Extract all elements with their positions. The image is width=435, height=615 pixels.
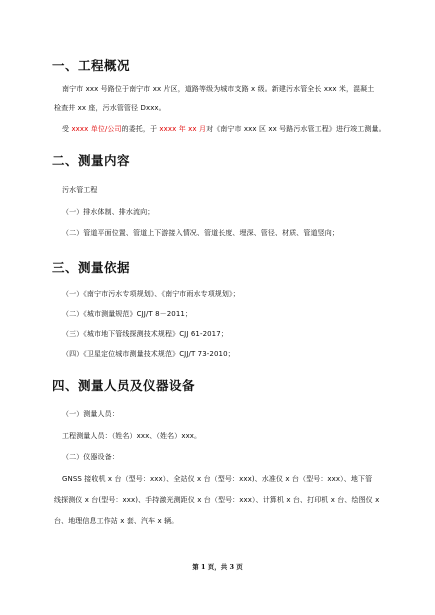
equipment-line-3: 台、地理信息工作站 x 套、汽车 x 辆。 [54,517,179,525]
commission-entity: xxxx 单位/公司 [71,125,122,133]
overview-line-2: 检查井 xx 座，污水管管径 Dxxx。 [54,104,166,112]
survey-basis-line-1: （一）《南宁市污水专项规划》、《南宁市雨水专项规划》； [62,290,240,298]
survey-basis-line-2: （二）《城市测量规范》CJJ/T 8－2011； [62,310,193,318]
commission-suffix: 对《南宁市 xxx 区 xx 号路污水管工程》进行竣工测量。 [206,125,386,133]
equipment-heading: （二）仪器设备： [62,453,119,461]
equipment-line-2: 线探测仪 x 台(型号：xxx)、手持激光测距仪 x 台（型号：xxx）、计算机 x 台、打印机 x 台、绘图仪 x [54,496,380,504]
section-title-survey-basis: 三、测量依据 [52,260,131,275]
section-title-survey-content: 二、测量内容 [52,153,131,168]
commission-date: xxxx 年 xx 月 [159,125,207,133]
commission-prefix: 受 [62,125,72,133]
survey-basis-line-3: （三）《城市地下管线探测技术规程》CJJ 61-2017； [62,330,228,338]
survey-content-line-1: 污水管工程 [62,186,98,194]
commission-line [62,124,386,134]
page-footer: 第 1 页，共 3 页 [192,563,243,571]
personnel-heading: （一）测量人员： [62,410,119,418]
section-title-overview: 一、工程概况 [52,58,131,73]
equipment-line-1: GNSS 接收机 x 台（型号：xxx）、全站仪 x 台（型号：xxx)、水准仪 x 台（型号：xxx）、地下管 [62,475,373,483]
commission-middle: 的委托，于 [121,125,160,133]
survey-content-line-2: （一）排水体制、排水流向； [62,208,155,216]
personnel-names: 工程测量人员：（姓名）xxx、（姓名）xxx。 [62,432,202,440]
overview-line-1: 南宁市 xxx 号路位于南宁市 xx 片区，道路等级为城市支路 x 级。新建污水管全长 xxx 米，混凝土 [62,85,375,93]
survey-basis-line-4: （四）《卫星定位城市测量技术规范》CJJ/T 73-2010； [62,350,235,358]
survey-content-line-3: （二）管道平面位置、管道上下游接入情况、管道长度、埋深、管径、材质、管道竖向； [62,229,339,237]
section-title-personnel-equipment: 四、测量人员及仪器设备 [52,378,196,393]
